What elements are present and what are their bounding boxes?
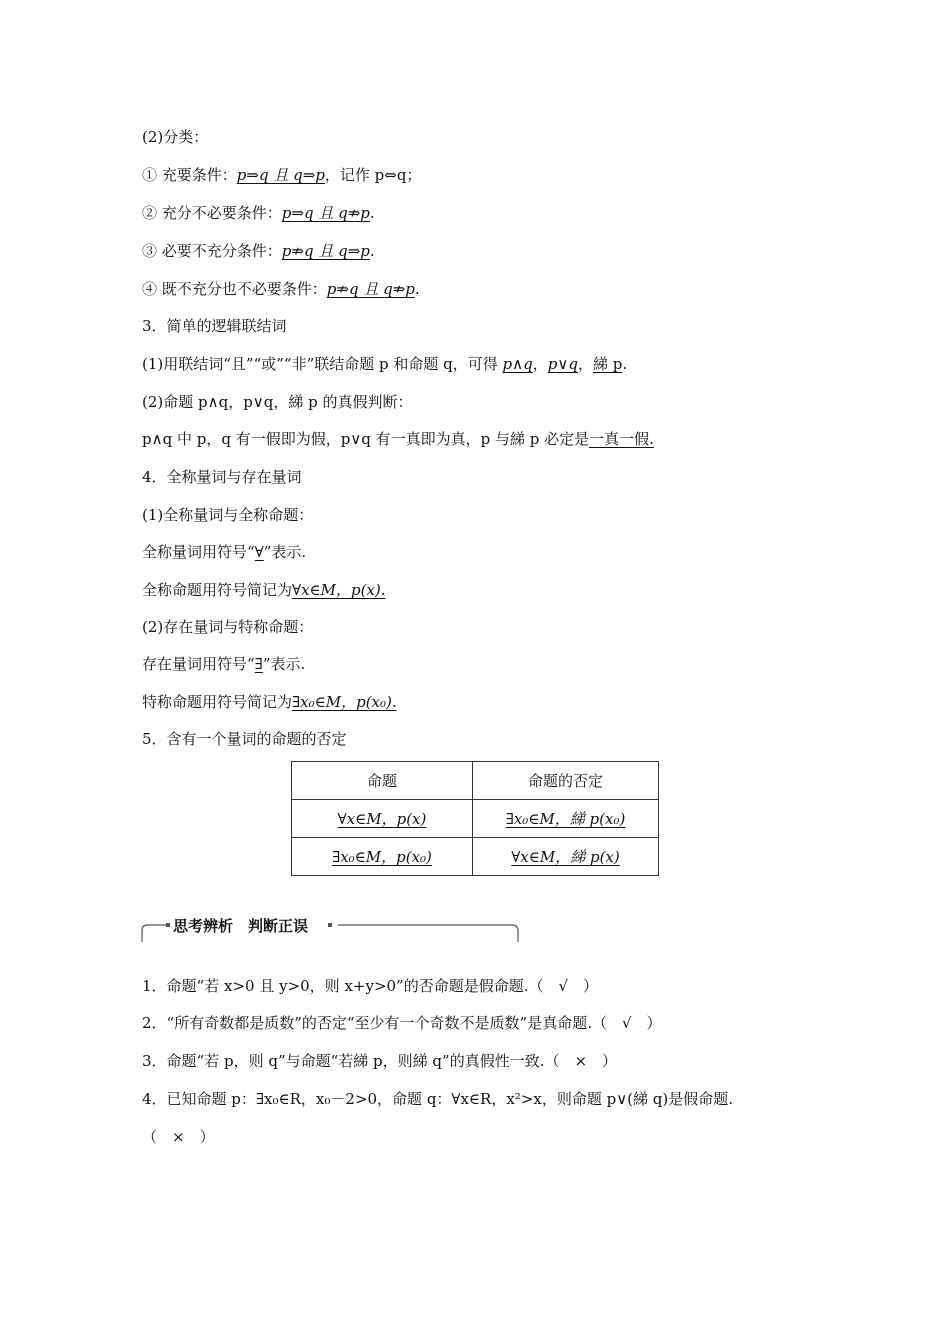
classify-item-suffix: ，记作 p⇔q； bbox=[324, 166, 422, 184]
exist-prop: ∃x₀∈M，p(x₀). bbox=[292, 693, 397, 711]
table-row bbox=[292, 800, 659, 838]
question-1: 1．命题“若 x>0 且 y>0，则 x+y>0”的否命题是假命题.（ √ ） bbox=[142, 977, 599, 995]
exist-heading: (2)存在量词与特称命题： bbox=[142, 618, 314, 636]
universal-symbol-prefix: 全称量词用符号“ bbox=[142, 543, 255, 561]
section-title: 思考辨析 判断正误 bbox=[173, 917, 309, 935]
classify-item-prefix: ④ 既不充分也不必要条件： bbox=[142, 280, 327, 298]
logic-p3-answer: 一真一假. bbox=[589, 430, 654, 448]
classify-item-suffix: . bbox=[369, 242, 375, 260]
table-cell-text: ∀x∈M，綈 p(x) bbox=[511, 848, 620, 866]
logic-p1-sep: ， bbox=[532, 355, 548, 373]
question-3: 3．命题“若 p，则 q”与命题“若綈 p，则綈 q”的真假性一致.（ × ） bbox=[142, 1052, 618, 1070]
universal-prop-prefix: 全称命题用符号简记为 bbox=[142, 581, 293, 599]
question-2: 2．“所有奇数都是质数”的否定“至少有一个奇数不是质数”是真命题.（ √ ） bbox=[142, 1014, 662, 1032]
table-cell bbox=[473, 838, 659, 876]
exist-symbol: ∃ bbox=[254, 655, 263, 673]
negation-heading: 5．含有一个量词的命题的否定 bbox=[142, 730, 347, 748]
table-header-row bbox=[292, 762, 659, 800]
logic-p1-sep: ， bbox=[577, 355, 593, 373]
logic-p1-answer-and: p∧q bbox=[502, 355, 533, 373]
question-4-answer: （ × ） bbox=[142, 1128, 215, 1146]
logic-heading: 3．简单的逻辑联结词 bbox=[142, 317, 287, 335]
classify-item-4 bbox=[142, 279, 420, 299]
classify-item-answer: p⇒q 且 q⇒p bbox=[236, 166, 325, 184]
universal-symbol-line bbox=[142, 542, 306, 562]
logic-paragraph-3 bbox=[142, 429, 654, 449]
table-row bbox=[292, 838, 659, 876]
logic-p1-answer-not: 綈 p bbox=[592, 355, 623, 373]
classify-item-answer: p⇏q 且 q⇒p bbox=[281, 242, 370, 260]
table-header-cell: 命题的否定 bbox=[473, 762, 659, 800]
table-cell bbox=[292, 838, 473, 876]
classify-heading: (2)分类： bbox=[142, 128, 209, 146]
table-cell-text: ∃x₀∈M，p(x₀) bbox=[332, 848, 432, 866]
universal-prop-line bbox=[142, 580, 386, 600]
logic-paragraph-1 bbox=[142, 354, 627, 374]
table-cell bbox=[292, 800, 473, 838]
universal-symbol-suffix: ”表示. bbox=[263, 543, 307, 561]
universal-symbol: ∀ bbox=[254, 543, 264, 561]
universal-heading: (1)全称量词与全称命题： bbox=[142, 506, 314, 524]
classify-item-suffix: . bbox=[369, 204, 375, 222]
classify-item-suffix: . bbox=[414, 280, 420, 298]
logic-p1-suffix: . bbox=[622, 355, 628, 373]
classify-item-3 bbox=[142, 241, 375, 261]
classify-item-1 bbox=[142, 165, 421, 185]
exist-prop-line bbox=[142, 692, 397, 712]
logic-p3-prefix: p∧q 中 p，q 有一假即为假，p∨q 有一真即为真，p 与綈 p 必定是 bbox=[142, 430, 590, 448]
logic-p1-prefix: (1)用联结词“且”“或”“非”联结命题 p 和命题 q，可得 bbox=[142, 355, 503, 373]
classify-item-prefix: ③ 必要不充分条件： bbox=[142, 242, 282, 260]
classify-item-prefix: ② 充分不必要条件： bbox=[142, 204, 282, 222]
classify-item-answer: p⇏q 且 q⇏p bbox=[326, 280, 415, 298]
logic-paragraph-2: (2)命题 p∧q，p∨q，綈 p 的真假判断： bbox=[142, 393, 413, 411]
table-cell-text: ∀x∈M，p(x) bbox=[337, 810, 427, 828]
classify-item-answer: p⇒q 且 q⇏p bbox=[281, 204, 370, 222]
table-cell bbox=[473, 800, 659, 838]
table-cell-text: ∃x₀∈M，綈 p(x₀) bbox=[505, 810, 626, 828]
classify-item-prefix: ① 充要条件： bbox=[142, 166, 237, 184]
classify-item-2 bbox=[142, 203, 375, 223]
table-header-cell: 命题 bbox=[292, 762, 473, 800]
exist-symbol-prefix: 存在量词用符号“ bbox=[142, 655, 255, 673]
negation-table bbox=[291, 761, 659, 876]
exist-prop-prefix: 特称命题用符号简记为 bbox=[142, 693, 293, 711]
question-4: 4．已知命题 p：∃x₀∈R，x₀－2>0，命题 q：∀x∈R，x²>x，则命题 p∨(綈 q)是假命题. bbox=[142, 1090, 734, 1108]
universal-prop: ∀x∈M，p(x). bbox=[292, 581, 386, 599]
quantifiers-heading: 4．全称量词与存在量词 bbox=[142, 468, 302, 486]
exist-symbol-line bbox=[142, 654, 305, 674]
logic-p1-answer-or: p∨q bbox=[547, 355, 578, 373]
exist-symbol-suffix: ”表示. bbox=[262, 655, 306, 673]
